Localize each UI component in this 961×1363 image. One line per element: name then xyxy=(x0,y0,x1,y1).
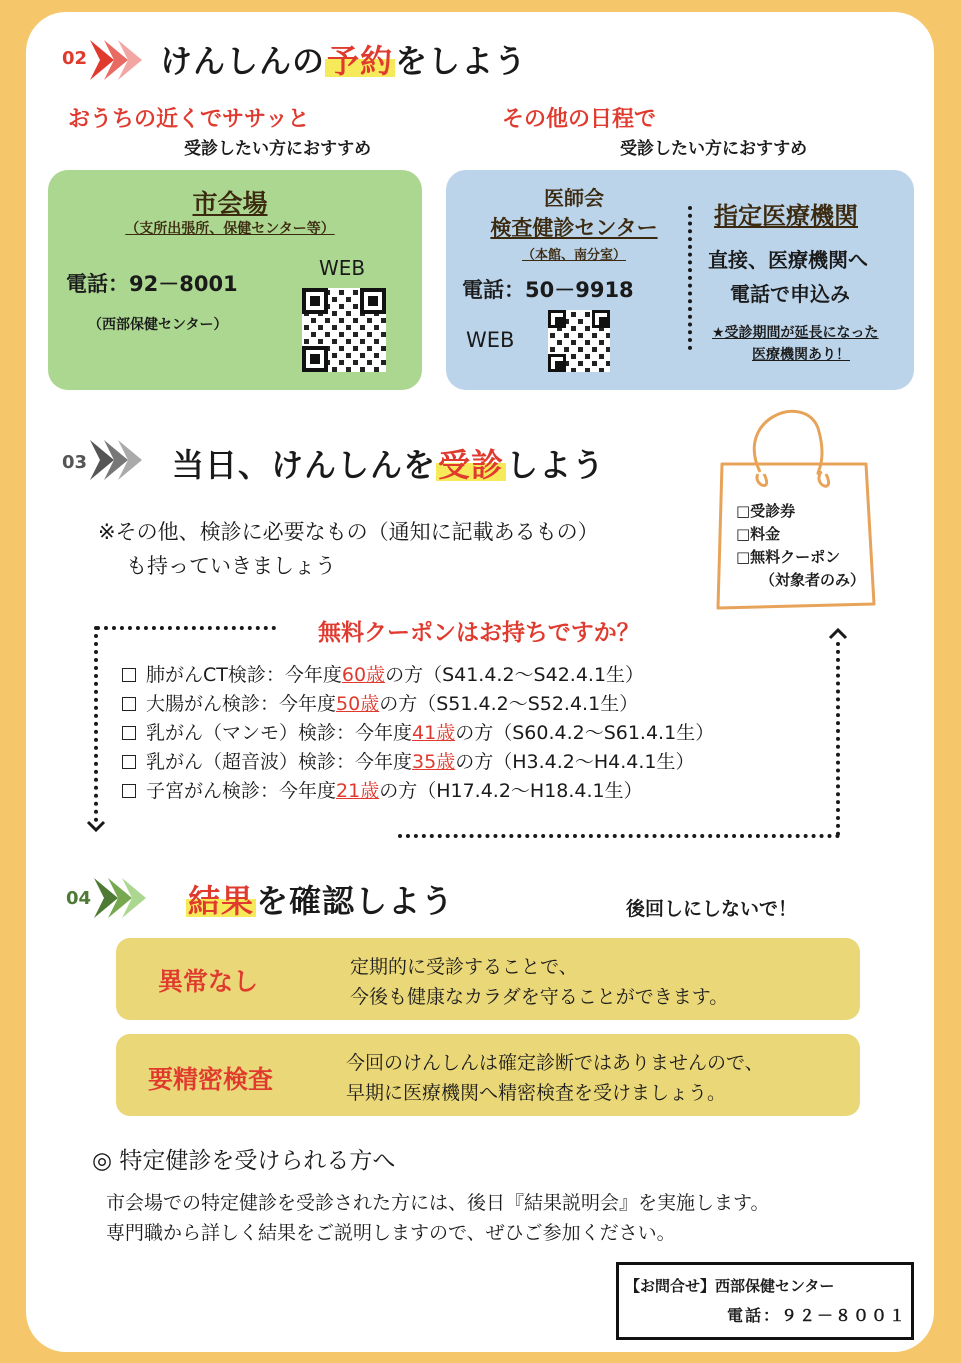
coupon-text: の方（S51.4.2～S52.4.1生） xyxy=(379,693,639,715)
designated-clinic-line-1: 直接、医療機関へ xyxy=(708,248,868,272)
result-detail-label: 要精密検査 xyxy=(148,1065,274,1094)
coupon-text: 肺がんCT検診：今年度 xyxy=(146,664,342,686)
contact-phone: 電話：９２－８００１ xyxy=(727,1306,908,1325)
coupon-age: 21歳 xyxy=(336,780,380,802)
city-venue-phone: 電話：92－8001 xyxy=(66,272,238,296)
section-03-title xyxy=(172,440,605,486)
bag-item: □料金 xyxy=(736,525,781,543)
checkbox[interactable] xyxy=(122,697,136,711)
result-detail-line-1: 今回のけんしんは確定診断ではありませんので、 xyxy=(346,1052,764,1074)
chevron-right-icon xyxy=(90,38,150,82)
section-04-number: 04 xyxy=(66,888,92,909)
right-heading: その他の日程で xyxy=(502,107,657,132)
tokutei-line-2: 専門職から詳しく結果をご説明しますので、ぜひご参加ください。 xyxy=(106,1222,676,1244)
left-heading: おうちの近くでササッと xyxy=(68,107,310,132)
coupon-row xyxy=(122,747,694,774)
designated-clinic-note-1: ★受診期間が延長になった xyxy=(712,325,879,341)
medical-assoc-subtitle: （本館、南分室） xyxy=(521,248,626,263)
coupon-age: 35歳 xyxy=(412,751,456,773)
medical-assoc-title-2: 検査健診センター xyxy=(490,216,658,240)
dotted-line xyxy=(836,642,840,836)
coupon-row xyxy=(122,776,643,803)
left-subheading: 受診したい方におすすめ xyxy=(184,139,372,159)
coupon-row xyxy=(122,689,638,716)
checkbox[interactable] xyxy=(122,726,136,740)
city-venue-title: 市会場 xyxy=(192,189,268,218)
checkbox[interactable] xyxy=(122,784,136,798)
coupon-age: 41歳 xyxy=(412,722,456,744)
coupon-heading: 無料クーポンはお持ちですか？ xyxy=(318,620,640,646)
contact-box xyxy=(616,1262,914,1340)
flyer-page xyxy=(26,12,934,1352)
bring-note-line-2: も持っていきましょう xyxy=(126,554,336,578)
result-normal-box xyxy=(116,938,860,1020)
city-venue-box xyxy=(48,170,422,390)
city-venue-note: （西部保健センター） xyxy=(88,317,228,333)
coupon-text: 乳がん（超音波）検診：今年度 xyxy=(146,751,413,773)
bring-note-line-1: ※その他、検診に必要なもの（通知に記載あるもの） xyxy=(98,520,599,544)
result-normal-line-1: 定期的に受診することで、 xyxy=(350,956,578,978)
divider xyxy=(688,206,692,350)
chevron-right-icon xyxy=(90,438,150,482)
bag-checklist xyxy=(736,500,865,592)
chevron-right-icon xyxy=(94,876,154,920)
coupon-age: 50歳 xyxy=(336,693,380,715)
medical-assoc-phone: 電話：50－9918 xyxy=(462,278,634,302)
title-text: をしよう xyxy=(395,42,528,80)
coupon-text: の方（H17.4.2～H18.4.1生） xyxy=(379,780,643,802)
arrow-down-icon xyxy=(86,820,106,834)
contact-label: 【お問合せ】西部保健センター xyxy=(625,1277,835,1295)
result-normal-label: 異常なし xyxy=(158,967,259,996)
dotted-line xyxy=(398,834,840,838)
title-text: けんしんの xyxy=(160,42,326,80)
title-highlight: 受診 xyxy=(438,446,505,484)
medical-assoc-web-label: WEB xyxy=(466,328,515,352)
coupon-text: の方（S41.4.2～S42.4.1生） xyxy=(385,664,645,686)
section-02-number: 02 xyxy=(62,48,88,69)
section-04-title xyxy=(186,876,454,922)
coupon-text: 子宮がん検診：今年度 xyxy=(146,780,337,802)
coupon-text: の方（S60.4.2～S61.4.1生） xyxy=(455,722,715,744)
coupon-age: 60歳 xyxy=(341,664,386,686)
medical-assoc-title-1: 医師会 xyxy=(544,186,604,210)
medical-assoc-box xyxy=(446,170,914,390)
result-detail-box xyxy=(116,1034,860,1116)
coupon-row xyxy=(122,718,714,745)
title-text: しよう xyxy=(506,446,606,484)
tokutei-heading: ◎ 特定健診を受けられる方へ xyxy=(92,1148,396,1174)
title-text: を確認しよう xyxy=(256,882,455,920)
title-text: 当日、けんしんを xyxy=(172,446,437,484)
bag-item: □無料クーポン xyxy=(736,548,841,566)
medical-assoc-qr-code[interactable] xyxy=(548,310,610,372)
coupon-text: の方（H3.4.2～H4.4.1生） xyxy=(455,751,695,773)
designated-clinic-title: 指定医療機関 xyxy=(714,202,858,230)
dotted-line xyxy=(94,626,98,822)
coupon-row xyxy=(122,660,644,687)
section-03-number: 03 xyxy=(62,452,88,473)
reminder-text: 後回しにしないで！ xyxy=(626,898,798,920)
designated-clinic-line-2: 電話で申込み xyxy=(730,282,850,306)
bag-item: （対象者のみ） xyxy=(760,571,866,589)
arrow-up-icon xyxy=(828,626,848,640)
result-detail-line-2: 早期に医療機関へ精密検査を受けましょう。 xyxy=(346,1082,727,1104)
coupon-text: 大腸がん検診：今年度 xyxy=(146,693,337,715)
city-venue-qr-code[interactable] xyxy=(302,288,386,372)
title-highlight: 結果 xyxy=(188,882,255,920)
city-venue-subtitle: （支所出張所、保健センター等） xyxy=(125,221,335,237)
dotted-line xyxy=(96,626,276,630)
bag-item: □受診券 xyxy=(736,502,796,520)
tokutei-line-1: 市会場での特定健診を受診された方には、後日『結果説明会』を実施します。 xyxy=(106,1192,770,1214)
checkbox[interactable] xyxy=(122,668,136,682)
result-normal-line-2: 今後も健康なカラダを守ることができます。 xyxy=(350,986,729,1008)
checkbox[interactable] xyxy=(122,755,136,769)
coupon-text: 乳がん（マンモ）検診：今年度 xyxy=(146,722,413,744)
city-venue-web-label: WEB xyxy=(319,256,366,280)
designated-clinic-note-2: 医療機関あり！ xyxy=(752,347,850,363)
section-02-title xyxy=(160,36,527,82)
right-subheading: 受診したい方におすすめ xyxy=(620,139,808,159)
title-highlight: 予約 xyxy=(327,42,394,80)
